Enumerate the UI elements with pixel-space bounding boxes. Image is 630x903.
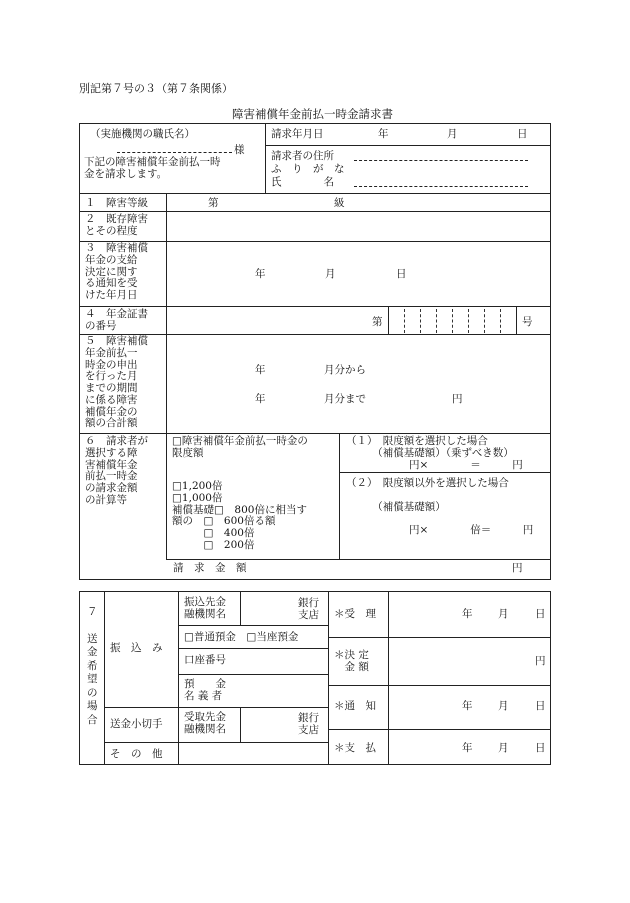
request-day-unit: 日: [517, 128, 528, 140]
r6-case2: （２） 限度額以外を選択した場合 （補償基礎額） 円× 倍＝ 円: [346, 477, 534, 536]
uketsuke-label: ＊受 理: [334, 608, 376, 620]
account-holder-label: 預 金 名 義 者: [184, 678, 226, 702]
form-title: 障害補償年金前払一時金請求書: [232, 107, 393, 121]
request-amount-label: 請 求 金 額: [173, 562, 247, 574]
r2-label: ２ 既存障害 とその程度: [85, 213, 148, 237]
r5-from-year: 年: [255, 364, 266, 376]
other-label: そ の 他: [110, 748, 163, 760]
sama-label: 様: [234, 144, 245, 156]
kogitte-label: 送金小切手: [110, 718, 163, 730]
section7-label: ７ 送 金 希 望 の 場 合: [87, 606, 98, 726]
bank-dest-label: 振込先金 融機関名: [184, 596, 226, 620]
org-label: （実施機関の職氏名）: [90, 128, 195, 140]
account-type-options[interactable]: □普通預金 □当座預金: [184, 631, 299, 643]
request-year-unit: 年: [378, 128, 389, 140]
furikomi-label: 振 込 み: [110, 642, 163, 654]
r6-multiples[interactable]: □1,200倍 □1,000倍 補償基礎□ 800倍に相当す 額の □ 600倍る額 □ 400倍 □ 200倍: [172, 480, 307, 551]
address-label: 請求者の住所: [271, 150, 334, 162]
shiharai-year: 年: [462, 742, 473, 754]
uketsuke-year: 年: [462, 608, 473, 620]
name-field[interactable]: [354, 186, 528, 187]
r5-from: 月分から: [324, 364, 366, 376]
receive-branch-unit: 支店: [298, 724, 319, 736]
shiharai-month: 月: [498, 742, 509, 754]
bank-unit: 銀行: [298, 597, 319, 609]
tsuuchi-label: ＊通 知: [334, 700, 376, 712]
form-number: 別記第７号の３（第７条関係）: [79, 82, 233, 95]
account-number-label: 口座番号: [184, 654, 226, 666]
kettei-label: ＊決 定 金 額: [334, 649, 369, 673]
name-label: 氏 名: [271, 176, 334, 188]
kettei-yen: 円: [535, 655, 546, 667]
tsuuchi-month: 月: [498, 700, 509, 712]
r4-dai: 第: [372, 316, 383, 328]
uketsuke-day: 日: [535, 608, 546, 620]
org-name-field[interactable]: [117, 152, 232, 153]
shiharai-day: 日: [535, 742, 546, 754]
request-amount-yen: 円: [512, 562, 523, 574]
receive-bank-unit: 銀行: [298, 712, 319, 724]
request-month-unit: 月: [447, 128, 458, 140]
r1-dai: 第: [208, 197, 219, 209]
r5-to: 月分まで: [324, 393, 366, 405]
address-field[interactable]: [354, 160, 528, 161]
request-date-label: 請求年月日: [271, 128, 324, 140]
r4-label: ４ 年金証書 の番号: [85, 308, 148, 332]
r1-label: １ 障害等級: [85, 197, 148, 209]
r4-go: 号: [522, 316, 533, 328]
tsuuchi-year: 年: [462, 700, 473, 712]
r3-month: 月: [325, 268, 336, 280]
shiharai-label: ＊支 払: [334, 742, 376, 754]
r3-year: 年: [255, 268, 266, 280]
uketsuke-month: 月: [498, 608, 509, 620]
r5-yen: 円: [452, 393, 463, 405]
r5-to-year: 年: [255, 393, 266, 405]
r6-case1: （１） 限度額を選択した場合 （補償基礎額）（乗ずべき数） 円× ＝ 円: [346, 435, 523, 471]
tsuuchi-day: 日: [535, 700, 546, 712]
branch-unit: 支店: [298, 609, 319, 621]
r1-kyu: 級: [334, 197, 345, 209]
furigana-label: ふ り が な: [271, 163, 345, 175]
r5-label: ５ 障害補償 年金前払一 時金の申出 を行った月 までの期間 に係る障害 補償年金の 額の合計額: [85, 335, 148, 430]
r6-label: ６ 請求者が 選択する障 害補償年金 前払一時金 の請求金額 の計算等: [85, 435, 148, 506]
r3-day: 日: [396, 268, 407, 280]
r6-limit-option[interactable]: □障害補償年金前払一時金の 限度額: [172, 435, 308, 459]
request-text: 下記の障害補償年金前払一時 金を請求します。: [84, 156, 221, 180]
receive-bank-label: 受取先金 融機関名: [184, 711, 226, 735]
r3-label: ３ 障害補償 年金の支給 決定に関す る通知を受 けた年月日: [85, 242, 148, 301]
